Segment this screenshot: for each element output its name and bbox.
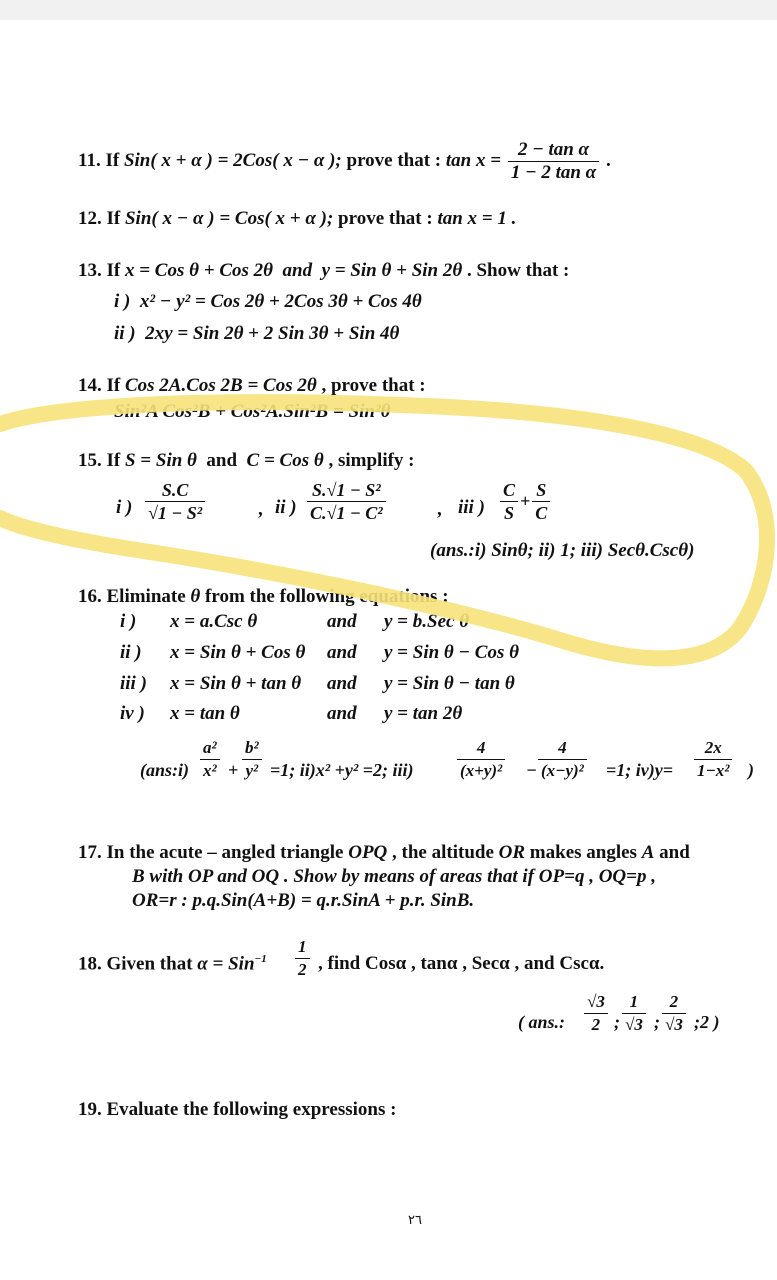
q17-line1a: 17. In the acute – angled triangle xyxy=(78,842,344,863)
q12-result: tan x = 1 . xyxy=(437,208,517,229)
q15-comma-1: , xyxy=(258,499,263,520)
q12-label: 12. If xyxy=(78,208,121,229)
q18-answer-start: ( ans.: xyxy=(518,1012,566,1032)
q17-a: A xyxy=(641,842,655,863)
q16-answer-frac-b xyxy=(240,738,264,781)
q18-sep-1: ; xyxy=(614,1012,620,1032)
q16-plus: + xyxy=(228,760,239,780)
q11-period: . xyxy=(605,149,611,171)
q17-line1c: makes angles xyxy=(529,842,637,863)
q18-sup: −1 xyxy=(254,953,267,965)
q13-part-i xyxy=(114,291,422,313)
q14-line2 xyxy=(114,401,391,423)
q18-rest: , find Cosα , tanα , Secα , and Cscα. xyxy=(318,953,605,974)
q15-iii-b-den: C xyxy=(535,503,548,523)
q15-simplify: , simplify : xyxy=(328,450,415,471)
q15-ii-num: S.√1 − S² xyxy=(307,480,386,502)
q16-row-and: and xyxy=(327,703,357,724)
q18-label: 18. Given that xyxy=(78,953,193,975)
q16-onex: 1−x² xyxy=(697,761,730,780)
q15-iii-label: iii ) xyxy=(458,497,485,518)
q16-minus: − xyxy=(526,760,537,780)
q16-row-and: and xyxy=(327,611,357,632)
question-14 xyxy=(78,375,426,397)
question-15 xyxy=(78,450,415,472)
q16-row-y: y = Sin θ − Cos θ xyxy=(384,642,519,663)
q11-equation: Sin( x + α ) = 2Cos( x − α ); xyxy=(123,149,347,171)
q15-iii-a-den: S xyxy=(504,503,515,523)
q16-four1: 4 xyxy=(457,738,505,760)
q16-b-den: y² xyxy=(245,761,259,780)
q16-answer-frac-c xyxy=(455,738,507,781)
q14-prove: , prove that : xyxy=(321,375,426,396)
question-17 xyxy=(78,842,690,864)
q16-theta: θ xyxy=(190,586,201,607)
q18-f-den: 2 xyxy=(298,960,307,979)
q16-eq2: =1; iv)y= xyxy=(606,760,673,780)
q16-label: 16. Eliminate xyxy=(78,586,186,607)
q15-ii-den: C.√1 − C² xyxy=(310,503,383,523)
question-13 xyxy=(78,260,569,282)
q16-answer-frac-d xyxy=(536,738,589,781)
q18-a1-num: √3 xyxy=(584,992,608,1014)
q16-b-num: b² xyxy=(242,738,262,760)
q16-answer-start: (ans:i) xyxy=(140,760,189,780)
q17-line2: B with OP and OQ . Show by means of areas that if OP=q , OQ=p , xyxy=(132,866,656,887)
q18-a1-den: 2 xyxy=(591,1015,601,1034)
q16-rest: from the following equations : xyxy=(205,586,449,607)
q15-iii-fractions xyxy=(498,480,552,523)
q16-row-number: ii ) xyxy=(120,642,142,663)
q15-iii-plus: + xyxy=(520,491,531,511)
q15-and: and xyxy=(206,450,238,471)
q16-a-num: a² xyxy=(200,738,220,760)
q14-label: 14. If xyxy=(78,375,121,396)
q11-fraction xyxy=(508,140,599,183)
q17-line3: OR=r : p.q.Sin(A+B) = q.r.SinA + p.r. SinB. xyxy=(132,890,475,911)
q16-row-and: and xyxy=(327,642,357,663)
q11-tan: tan x = xyxy=(445,149,502,171)
question-19: 19. Evaluate the following expressions : xyxy=(78,1099,397,1120)
q16-row-y: y = tan 2θ xyxy=(384,703,463,724)
q16-row-x: x = a.Csc θ xyxy=(170,611,258,632)
q11-fraction-den: 1 − 2 tan α xyxy=(510,162,597,183)
q12-prove: prove that : xyxy=(338,208,433,229)
q15-comma-2: , xyxy=(437,499,442,520)
q18-f-num: 1 xyxy=(295,937,310,959)
q13-ii-label: ii ) xyxy=(114,323,136,344)
q13-and: and xyxy=(282,260,313,281)
q13-y: y = Sin θ + Sin 2θ xyxy=(321,260,463,281)
q15-s: S = Sin θ xyxy=(124,450,197,471)
q16-answer-frac-a xyxy=(198,738,222,781)
q18-a3-num: 2 xyxy=(662,992,686,1014)
q16-row-number: iv ) xyxy=(120,703,145,724)
q16-row-y: y = b.Sec θ xyxy=(384,611,470,632)
q16-row-x: x = tan θ xyxy=(170,703,240,724)
q18-alpha: α = Sin xyxy=(197,953,255,975)
q15-i-label: i ) xyxy=(116,497,133,518)
q18-answer-frac-1 xyxy=(582,992,610,1035)
q18-answer-frac-3 xyxy=(660,992,688,1035)
question-12 xyxy=(78,208,516,230)
q15-i-num: S.C xyxy=(145,480,205,502)
q16-close: ) xyxy=(748,760,754,780)
q13-show: . Show that : xyxy=(466,260,570,281)
question-18 xyxy=(78,953,267,975)
q15-ii-label: ii ) xyxy=(275,497,297,518)
q12-equation: Sin( x − α ) = Cos( x + α ); xyxy=(124,208,339,229)
q17-line1d: and xyxy=(659,842,690,863)
q16-twox: 2x xyxy=(694,738,732,760)
question-11 xyxy=(78,140,611,183)
q16-row-and: and xyxy=(327,673,357,694)
q15-answer: (ans.:i) Sinθ; ii) 1; iii) Secθ.Cscθ) xyxy=(430,540,695,561)
q18-a2-num: 1 xyxy=(622,992,646,1014)
q18-a2-den: √3 xyxy=(625,1015,643,1034)
q16-eq1: =1; ii)x² +y² =2; iii) xyxy=(270,760,414,780)
q13-part-ii xyxy=(114,323,399,345)
q13-i-equation: x² − y² = Cos 2θ + 2Cos 3θ + Cos 4θ xyxy=(139,291,422,312)
q13-i-label: i ) xyxy=(114,291,131,312)
q16-a-den: x² xyxy=(203,761,217,780)
q18-fraction xyxy=(293,937,312,980)
q15-iii-a-num: C xyxy=(500,480,518,502)
q17-opq: OPQ xyxy=(348,842,388,863)
q16-xy2: (x−y)² xyxy=(541,761,584,780)
q17-line1b: , the altitude xyxy=(392,842,494,863)
q16-xy1: (x+y)² xyxy=(460,761,503,780)
q16-four2: 4 xyxy=(538,738,587,760)
q18-answer-end: ;2 ) xyxy=(694,1012,720,1032)
q17-or: OR xyxy=(498,842,526,863)
question-16 xyxy=(78,586,449,608)
q18-answer-frac-2 xyxy=(620,992,648,1035)
q11-fraction-num: 2 − tan α xyxy=(508,140,599,162)
q14-identity: Sin²A Cos²B + Cos²A.Sin²B = Sin²θ xyxy=(114,401,391,422)
q13-ii-equation: 2xy = Sin 2θ + 2 Sin 3θ + Sin 4θ xyxy=(145,323,400,344)
q18-sep-2: ; xyxy=(654,1012,660,1032)
q11-prove: prove that : xyxy=(346,149,442,171)
top-status-strip xyxy=(0,0,777,20)
q13-x: x = Cos θ + Cos 2θ xyxy=(124,260,273,281)
q15-ii-fraction xyxy=(305,480,388,523)
q15-i-fraction xyxy=(143,480,207,523)
q16-row-number: iii ) xyxy=(120,673,147,694)
q15-iii-b-num: S xyxy=(532,480,550,502)
q13-label: 13. If xyxy=(78,260,121,281)
q15-c: C = Cos θ xyxy=(246,450,324,471)
q18-a3-den: √3 xyxy=(665,1015,683,1034)
q16-answer-frac-e xyxy=(692,738,734,781)
q16-row-x: x = Sin θ + tan θ xyxy=(170,673,302,694)
q15-i-den: √1 − S² xyxy=(148,503,203,523)
q14-expression: Cos 2A.Cos 2B = Cos 2θ xyxy=(124,375,317,396)
q16-row-number: i ) xyxy=(120,611,137,632)
q15-label: 15. If xyxy=(78,450,121,471)
q16-row-y: y = Sin θ − tan θ xyxy=(384,673,515,694)
page-number: ٢٦ xyxy=(408,1212,422,1227)
q11-label: 11. If xyxy=(78,149,120,171)
q16-row-x: x = Sin θ + Cos θ xyxy=(170,642,306,663)
